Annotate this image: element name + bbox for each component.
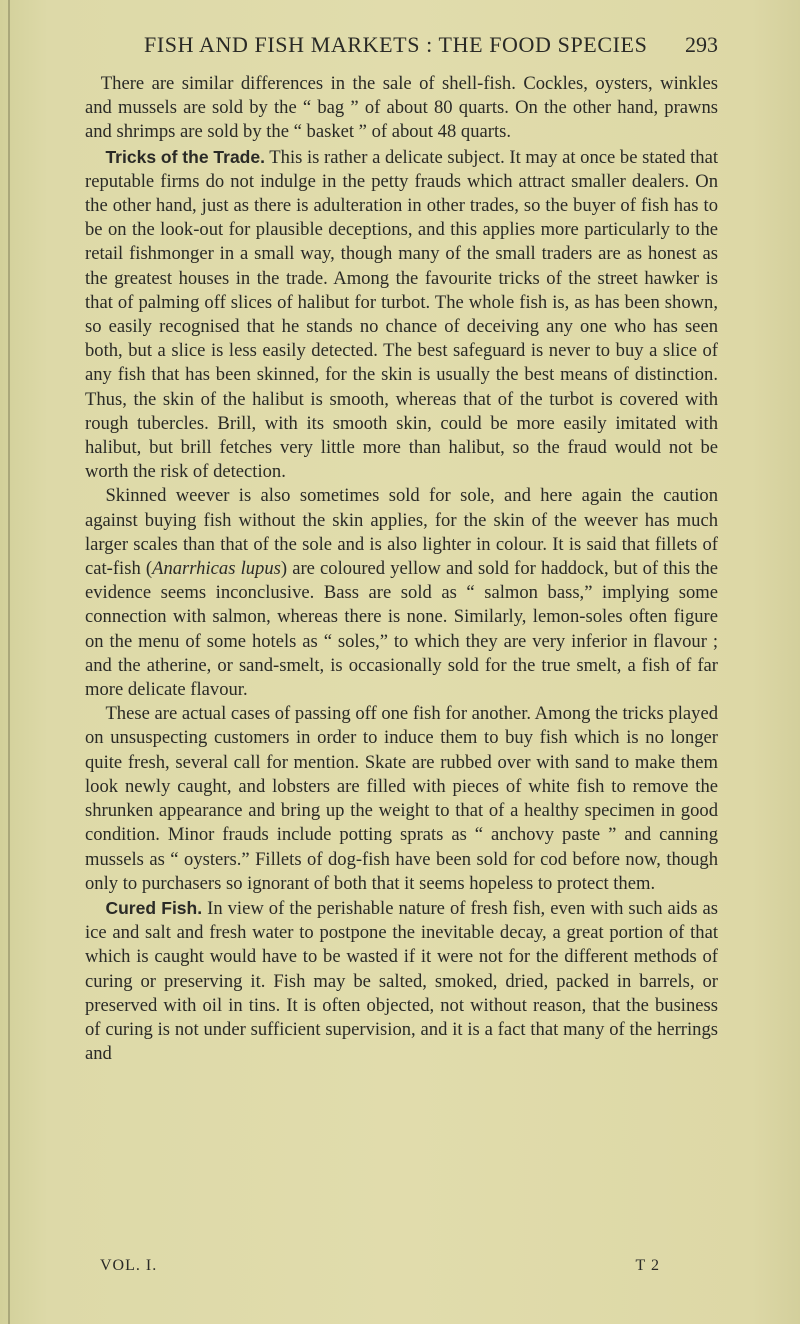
paragraph-text: Skinned weever is also sometimes sold for sole, and here again the caution against buying fish without the skin applies, for the skin of the weever has much larger scales than that of the sole and is also lighter in colour. It is said that fillets of cat-fish ( <box>85 485 718 580</box>
body-text <box>85 72 718 1066</box>
running-head: FISH AND FISH MARKETS : THE FOOD SPECIES <box>144 32 648 57</box>
paragraph-text: There are similar differences in the sale of shell-fish. Cockles, oysters, winkles and mussels are sold by the “ bag ” of about 80 quarts. On the other hand, prawns and shrimps are sold by the “ basket ” of about 48 quarts. <box>85 73 718 143</box>
paragraph-cured-fish <box>85 896 718 1066</box>
paragraph-tricks-of-trade <box>85 145 718 485</box>
page-number: 293 <box>685 32 718 57</box>
paragraph-text: These are actual cases of passing off one fish for another. Among the tricks played on unsuspecting customers in order to induce them to buy fish which is no longer quite fresh, several call for mention. Skate are rubbed over with sand to make them look newly caught, and lobsters are filled with pieces of white fish to remove the shrunken appearance and bring up the weight to that of a healthy specimen in good condition. Minor frauds include potting sprats as “ anchovy paste ” and canning mussels as “ oysters.” Fillets of dog-fish have been sold for cod before now, though only to purchasers so ignorant of both that it seems hopeless to protect them. <box>85 703 718 894</box>
signature-mark: T 2 <box>635 1257 660 1274</box>
paragraph-passing-off <box>85 702 718 896</box>
paragraph-text: This is rather a delicate subject. It may at once be stated that reputable firms do not indulge in the petty frauds which attract smaller dealers. On the other hand, just as there is adulteration in other trades, so the buyer of fish has to be on the look-out for plausible deceptions, and this applies more particularly to the retail fishmonger in a small way, though many of the small traders are as honest as the greatest houses in the trade. Among the favourite tricks of the street hawker is that of palming off slices of halibut for turbot. The whole fish is, as has been shown, so easily recognised that he stands no chance of deceiving any one who has seen both, but a slice is less easily detected. The best safeguard is never to buy a slice of any fish that has been skinned, for the skin is usually the best means of distinction. Thus, the skin of the halibut is smooth, whereas that of the turbot is covered with rough tubercles. Brill, with its smooth skin, could be more easily imitated with halibut, but brill fetches very little more than halibut, so the fraud would not be worth the risk of detection. <box>85 146 719 483</box>
paragraph-text: ) are coloured yellow and sold for haddock, but of this the evidence seems inconclusive. Bass are sold as “ salmon bass,” implying some connection with salmon, whereas there is none. Similarly, lemon-soles often figure on the menu of some hotels as “ soles,” to which they are very inferior in flavour ; and the atherine, or sand-smelt, is occasionally sold for the true smelt, a fish of far more delicate flavour. <box>85 558 718 701</box>
volume-label: VOL. I. <box>100 1257 158 1274</box>
species-name: Anarrhicas lupus <box>152 558 281 580</box>
paragraph-weever <box>85 484 718 702</box>
section-heading-cured-fish: Cured Fish. <box>105 897 203 918</box>
paragraph-shell-fish <box>85 72 718 145</box>
page-footer <box>100 1257 660 1281</box>
paragraph-text: In view of the perishable nature of fresh fish, even with such aids as ice and salt and fresh water to postpone the inevitable decay, a great portion of that which is caught would have to be wasted if it were not for the different methods of curing or preserving it. Fish may be salted, smoked, dried, packed in barrels, or preserved with oil in tins. It is often objected, not without reason, that the business of curing is not under sufficient supervision, and it is a fact that many of the herrings and <box>85 897 718 1065</box>
page-fold-line <box>8 0 10 1324</box>
page-header <box>100 32 718 72</box>
section-heading-tricks: Tricks of the Trade. <box>105 146 265 167</box>
